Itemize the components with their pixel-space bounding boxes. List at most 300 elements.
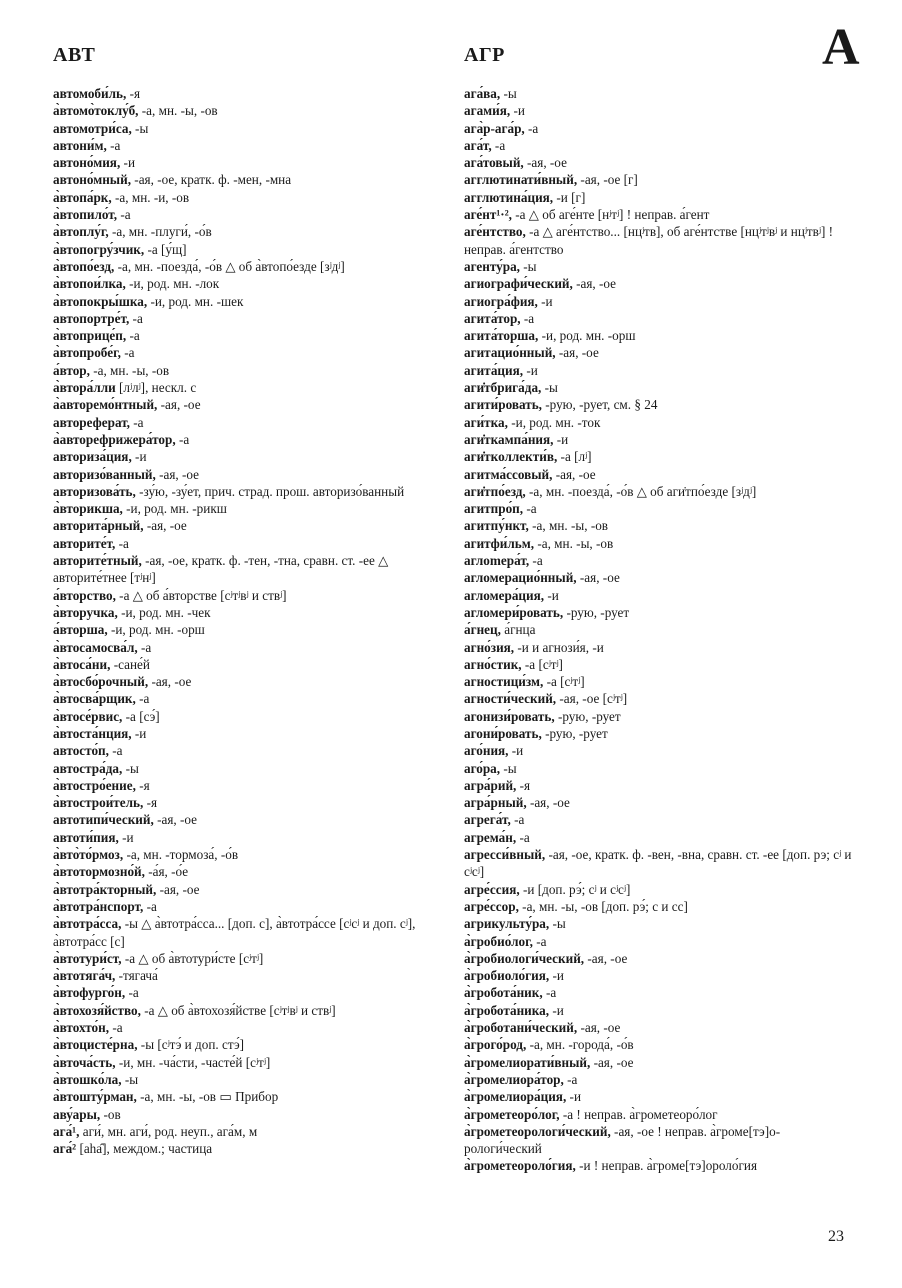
entry-grammar: -рую, -рует: [541, 725, 608, 741]
entry-headword: а̀гробиологи́ческий,: [464, 950, 585, 966]
entry-headword: а̀втотормозно́й,: [53, 864, 145, 880]
entry-headword: а̀грометеороло́гия,: [464, 1158, 576, 1174]
entry-headword: а̀втошко́ла,: [53, 1071, 122, 1087]
entry-grammar: -ая, -ое ! неправ. а̀громе[тэ]о-рологи́ческий: [464, 1123, 781, 1157]
entry-grammar: -ая, -ое: [576, 570, 620, 586]
entry-headword: аги̇ткампа́ния,: [464, 431, 554, 447]
entry-headword: а̀втомо̀токлу́б,: [53, 103, 139, 119]
dictionary-entry: [464, 1002, 856, 1019]
entry-grammar: -и: [537, 293, 553, 309]
dictionary-entry: [53, 881, 445, 898]
entry-headword: аги̇тбрига́да,: [464, 380, 542, 396]
dictionary-entry: [53, 102, 445, 119]
entry-headword: а̀грого́род,: [464, 1037, 527, 1053]
entry-grammar: -и: [508, 743, 524, 759]
dictionary-entry: [464, 1088, 856, 1105]
entry-grammar: -и, мн. -ча́сти, -часте́й [сʲтʲ]: [115, 1054, 271, 1070]
entry-headword: агресси́вный,: [464, 847, 546, 863]
entry-headword: авторизо́ванный,: [53, 466, 156, 482]
entry-headword: а̀втосва́рщик,: [53, 691, 136, 707]
entry-headword: а̀втотра́нспорт,: [53, 898, 144, 914]
entry-grammar: -а: [129, 310, 143, 326]
entry-grammar: -а: [143, 898, 157, 914]
entry-headword: агломера́ция,: [464, 587, 545, 603]
dictionary-entry: [53, 1071, 445, 1088]
entry-grammar: -ая, -ое: [156, 881, 200, 897]
entry-grammar: -а, мн. -ы, -ов: [89, 362, 170, 378]
dictionary-entry: [464, 639, 856, 656]
dictionary-entry: [53, 310, 445, 327]
entry-headword: аги́тка,: [464, 414, 508, 430]
dictionary-entry: [53, 189, 445, 206]
entry-headword: а̀втопило́т,: [53, 207, 118, 223]
entry-headword: а̀втохто́н,: [53, 1020, 110, 1036]
entry-grammar: -а [сʲтʲ]: [543, 674, 585, 690]
dictionary-entry: [464, 881, 856, 898]
dictionary-entry: [53, 950, 445, 967]
entry-headword: а̀втохозя́йство,: [53, 1002, 141, 1018]
entry-headword: автосто́п,: [53, 743, 109, 759]
dictionary-entry: [53, 448, 445, 465]
dictionary-entry: [53, 275, 445, 292]
entry-headword: а̀втоцисте́рна,: [53, 1037, 138, 1053]
dictionary-entry: [464, 258, 856, 275]
entry-grammar: -рую, -рует, см. § 24: [541, 397, 658, 413]
entry-grammar: -и: [549, 968, 564, 984]
dictionary-entry: [464, 846, 856, 881]
dictionary-entry: [53, 829, 445, 846]
dictionary-entry: [464, 898, 856, 915]
entry-grammar: -и, род. мн. -орш: [107, 622, 205, 638]
page-number: 23: [828, 1228, 844, 1245]
dictionary-entry: [53, 967, 445, 984]
entry-headword: агности́ческий,: [464, 691, 557, 707]
dictionary-entry: [464, 829, 856, 846]
entry-grammar: -ая, -ое: [572, 276, 617, 292]
entry-headword: а̀втофурго́н,: [53, 985, 126, 1001]
dictionary-entry: [464, 984, 856, 1001]
entry-grammar: -ая, -ое: [555, 345, 599, 361]
entry-headword: а̀грометеоро́лог,: [464, 1106, 560, 1122]
entry-grammar: -и: [549, 1002, 564, 1018]
entry-headword: а̀втоприце́п,: [53, 328, 127, 344]
entry-grammar: -и [г]: [553, 189, 586, 205]
entry-grammar: -а, мн. -города́, -о́в: [526, 1037, 634, 1053]
dictionary-entry: [464, 621, 856, 638]
entry-grammar: -и, род. мн. -лок: [125, 276, 220, 292]
entry-headword: а̀гробота́ника,: [464, 1002, 550, 1018]
entry-grammar: -а: [108, 743, 123, 759]
entry-grammar: -ы: [500, 86, 517, 101]
entry-grammar: -а △ об а́вторстве [сʲтʲвʲ и ствʲ]: [115, 587, 287, 603]
entry-grammar: -а: [529, 553, 543, 569]
entry-grammar: -а, мн. -ы, -ов: [528, 518, 609, 534]
left-column: [53, 85, 445, 1157]
entry-headword: автотипи́ческий,: [53, 812, 154, 828]
dictionary-entry: [53, 587, 445, 604]
entry-headword: агломерацио́нный,: [464, 570, 577, 586]
entry-headword: агенту́ра,: [464, 258, 520, 274]
entry-headword: а̀втопо́езд,: [53, 258, 115, 274]
entry-grammar: -а: [510, 812, 525, 828]
entry-grammar: -ая, -ое: [143, 518, 187, 534]
entry-headword: аге́нтство,: [464, 224, 526, 240]
entry-grammar: -а, мн. -ы, -ов ▭ Прибор: [136, 1089, 279, 1105]
dictionary-entry: [464, 933, 856, 950]
entry-headword: а̀втоплу́г,: [53, 224, 109, 240]
entry-headword: аго́ния,: [464, 743, 509, 759]
dictionary-entry: [464, 189, 856, 206]
entry-grammar: -а: [532, 933, 547, 949]
dictionary-entry: [53, 811, 445, 828]
dictionary-entry: [464, 344, 856, 361]
entry-headword: а̀втосбо́рочный,: [53, 674, 149, 690]
dictionary-entry: [464, 811, 856, 828]
entry-grammar: -а [у́щ]: [144, 241, 187, 257]
entry-headword: а̀втопа́рк,: [53, 189, 112, 205]
entry-grammar: -а, мн. -и, -ов: [111, 189, 190, 205]
entry-grammar: -и: [131, 449, 147, 465]
entry-grammar: -и [доп. рэ́; сʲ и сʲсʲ]: [519, 881, 631, 897]
dictionary-entry: [464, 1123, 856, 1158]
entry-grammar: -а: [135, 691, 150, 707]
entry-headword: аге́нт¹·²,: [464, 207, 512, 223]
dictionary-entry: [464, 448, 856, 465]
entry-headword: аго́ра,: [464, 760, 501, 776]
entry-headword: авторизова́ть,: [53, 483, 136, 499]
entry-grammar: -ы: [500, 760, 517, 776]
dictionary-entry: [464, 604, 856, 621]
dictionary-entry: [53, 327, 445, 344]
dictionary-entry: [53, 915, 445, 950]
entry-grammar: -тягача́: [115, 968, 158, 984]
entry-grammar: -а: [523, 501, 537, 517]
entry-headword: а̀втошту́рман,: [53, 1089, 137, 1105]
dictionary-entry: [53, 863, 445, 880]
entry-grammar: -а: [516, 829, 530, 845]
dictionary-entry: [464, 1054, 856, 1071]
dictionary-entry: [464, 85, 856, 102]
entry-grammar: -ая, -ое: [526, 795, 570, 811]
entry-headword: а̀втотра́кторный,: [53, 881, 157, 897]
entry-grammar: -ы: [122, 760, 139, 776]
entry-grammar: -ы: [121, 1071, 139, 1087]
entry-grammar: -и ! неправ. а̀громе[тэ]ороло́гия: [575, 1158, 758, 1174]
entry-grammar: -я: [516, 777, 531, 793]
dictionary-entry: [464, 206, 856, 223]
entry-headword: ага́ва,: [464, 86, 501, 101]
running-head-right: АГР: [464, 44, 505, 66]
entry-headword: агрега́т,: [464, 812, 511, 828]
entry-grammar: -а ! неправ. а̀грометеоро́лог: [559, 1106, 718, 1122]
dictionary-entry: [53, 898, 445, 915]
entry-grammar: -и: [131, 725, 147, 741]
entry-grammar: -рую, -рует: [563, 604, 630, 620]
entry-grammar: -ая, -ое: [552, 466, 596, 482]
entry-headword: агита́ция,: [464, 362, 524, 378]
dictionary-entry: [464, 171, 856, 188]
entry-headword: а̀гроботани́ческий,: [464, 1020, 578, 1036]
entry-grammar: -и, род. мн. -рикш: [122, 501, 227, 517]
entry-grammar: -ая, -ое: [157, 397, 201, 413]
entry-grammar: -а, мн. -поезда́, -о́в △ об аги̇тпо́езде [зʲдʲ]: [525, 483, 757, 499]
dictionary-entry: [464, 483, 856, 500]
dictionary-entry: [53, 656, 445, 673]
entry-headword: а̀втотяга́ч,: [53, 968, 116, 984]
entry-grammar: -и, род. мн. -ток: [507, 414, 601, 430]
entry-headword: автоно́мия,: [53, 155, 121, 171]
entry-grammar: -а: [129, 414, 144, 430]
dictionary-entry: [464, 950, 856, 967]
dictionary-entry: [53, 1019, 445, 1036]
entry-grammar: -ая, -ое: [590, 1054, 634, 1070]
entry-headword: агами́я,: [464, 103, 511, 119]
entry-grammar: -а △ об а̀втотури́сте [сʲтʲ]: [121, 950, 264, 966]
entry-grammar: -ая, -ое: [153, 812, 197, 828]
entry-headword: а̀вторучка,: [53, 604, 118, 620]
entry-grammar: -зу́ю, -зу́ет, прич. страд. прош. авторизо́ванный: [135, 483, 405, 499]
entry-headword: агно́зия,: [464, 639, 515, 655]
entry-grammar: -и и агнози́я, -и: [514, 639, 604, 655]
dictionary-entry: [53, 846, 445, 863]
entry-headword: а̀грометеорологи́ческий,: [464, 1123, 611, 1139]
dictionary-entry: [464, 154, 856, 171]
entry-headword: а̀втосамосва́л,: [53, 639, 138, 655]
dictionary-entry: [464, 742, 856, 759]
dictionary-entry: [464, 310, 856, 327]
entry-headword: а́втор,: [53, 362, 90, 378]
section-letter: А: [822, 19, 860, 76]
dictionary-entry: [53, 604, 445, 621]
entry-headword: ага̀р-ага́р,: [464, 120, 525, 136]
entry-headword: а̀гробота́ник,: [464, 985, 543, 1001]
entry-headword: а̀втопробе́г,: [53, 345, 121, 361]
dictionary-entry: [53, 85, 445, 102]
dictionary-entry: [53, 154, 445, 171]
entry-grammar: -а [лʲ]: [557, 449, 592, 465]
entry-headword: агити́ровать,: [464, 397, 542, 413]
running-head-left: АВТ: [53, 44, 96, 66]
entry-grammar: -ая, -ое: [155, 466, 200, 482]
entry-headword: ага́²: [53, 1141, 77, 1157]
entry-headword: агони́ровать,: [464, 725, 542, 741]
entry-grammar: -а, мн. -плуги́, -о́в: [108, 224, 212, 240]
dictionary-entry: [464, 431, 856, 448]
entry-headword: агита́торша,: [464, 328, 539, 344]
dictionary-entry: [53, 984, 445, 1001]
entry-headword: а̀втострои́тель,: [53, 795, 144, 811]
entry-grammar: -ая, -ое: [148, 674, 192, 690]
entry-headword: ага́т,: [464, 137, 492, 153]
entry-headword: автопортре́т,: [53, 310, 130, 326]
dictionary-entry: [53, 431, 445, 448]
dictionary-entry: [464, 587, 856, 604]
dictionary-entry: [464, 102, 856, 119]
entry-grammar: -а: [125, 985, 139, 1001]
entry-headword: агглютинати́вный,: [464, 172, 578, 188]
dictionary-entry: [464, 967, 856, 984]
entry-headword: а̀втора́лли: [53, 380, 116, 396]
dictionary-entry: [53, 1002, 445, 1019]
dictionary-entry: [53, 760, 445, 777]
dictionary-entry: [53, 206, 445, 223]
entry-headword: автоти́пия,: [53, 829, 119, 845]
entry-grammar: -а, мн. -ы, -ов [доп. рэ́; с и сс]: [518, 898, 688, 914]
entry-headword: агра́рий,: [464, 777, 517, 793]
entry-headword: а̀гробиоло́гия,: [464, 968, 550, 984]
entry-grammar: -ая, -ое: [523, 155, 567, 171]
dictionary-entry: [464, 466, 856, 483]
entry-headword: а̀втопогру́зчик,: [53, 241, 145, 257]
entry-grammar: -а: [137, 639, 152, 655]
entry-grammar: -я: [135, 777, 150, 793]
dictionary-entry: [464, 120, 856, 137]
entry-grammar: -а △ аге́нтство... [нцʲтв], об аге́нтстве [нцʲтʲвʲ и нцʲтвʲ] ! неправ. а́гентство: [464, 224, 834, 257]
dictionary-entry: [53, 708, 445, 725]
entry-grammar: -ы: [519, 258, 537, 274]
entry-grammar: -ая, -ое, кратк. ф. -вен, -вна, сравн. ст. -ее [доп. рэ; сʲ и сʲсʲ]: [464, 847, 852, 880]
entry-grammar: -а, мн. -ы, -ов: [534, 535, 614, 551]
dictionary-entry: [464, 137, 856, 154]
entry-headword: автоно́мный,: [53, 172, 131, 188]
dictionary-entry: [464, 379, 856, 396]
entry-grammar: -а́я, -о́е: [144, 864, 189, 880]
dictionary-entry: [53, 466, 445, 483]
entry-headword: а̀втостро́ение,: [53, 777, 136, 793]
dictionary-entry: [53, 777, 445, 794]
entry-grammar: -а [сэ́]: [122, 708, 160, 724]
entry-grammar: -ая, -ое: [577, 1020, 621, 1036]
entry-grammar: -и: [510, 103, 525, 119]
entry-headword: ага́товый,: [464, 155, 524, 171]
entry-headword: а́вторша,: [53, 622, 108, 638]
entry-grammar: -ы: [549, 916, 566, 932]
dictionary-entry: [464, 552, 856, 569]
entry-headword: автостра́да,: [53, 760, 123, 776]
entry-headword: а̀вто̀то́рмоз,: [53, 847, 124, 863]
dictionary-entry: [53, 500, 445, 517]
entry-headword: а̀гpомелиора́тор,: [464, 1071, 564, 1087]
entry-grammar: -ы: [131, 120, 149, 136]
entry-headword: агитацио́нный,: [464, 345, 556, 361]
entry-headword: агно́стик,: [464, 656, 522, 672]
entry-grammar: -а: [563, 1071, 578, 1087]
entry-grammar: -я: [126, 86, 141, 101]
dictionary-entry: [53, 396, 445, 413]
dictionary-entry: [464, 794, 856, 811]
dictionary-entry: [464, 690, 856, 707]
entry-headword: а̀втопои́лка,: [53, 276, 126, 292]
entry-headword: автореферат,: [53, 414, 130, 430]
dictionary-entry: [53, 241, 445, 258]
entry-headword: агитпу́нкт,: [464, 518, 529, 534]
entry-grammar: [аhа̑], междом.; частица: [76, 1141, 213, 1157]
entry-headword: агра́рный,: [464, 795, 527, 811]
entry-headword: автомоби́ль,: [53, 86, 127, 101]
entry-grammar: -и, род. мн. -шек: [147, 293, 244, 309]
dictionary-entry: [464, 777, 856, 794]
entry-headword: авторита́рный,: [53, 518, 144, 534]
dictionary-entry: [464, 656, 856, 673]
entry-grammar: -и: [566, 1089, 581, 1105]
entry-headword: а̀гpомелиора́ция,: [464, 1089, 567, 1105]
entry-grammar: -а △ об а̀втохозя́йстве [сʲтʲвʲ и ствʲ]: [140, 1002, 336, 1018]
entry-headword: аглomepа́т,: [464, 553, 530, 569]
entry-headword: аги̇тпо́езд,: [464, 483, 526, 499]
entry-headword: аву́ары,: [53, 1106, 101, 1122]
entry-headword: аги̇тколлекти́в,: [464, 449, 558, 465]
entry-grammar: аги́, мн. аги́, род. неуп., ага́м, м: [79, 1123, 258, 1139]
entry-grammar: -ая, -ое [г]: [577, 172, 638, 188]
dictionary-entry: [464, 1019, 856, 1036]
dictionary-entry: [53, 258, 445, 275]
dictionary-entry: [464, 535, 856, 552]
entry-headword: а̀втоста́нция,: [53, 725, 132, 741]
entry-grammar: -ая, -ое: [584, 950, 628, 966]
dictionary-entry: [53, 621, 445, 638]
entry-grammar: [лʲлʲ], нескл. с: [115, 380, 197, 396]
dictionary-entry: [464, 517, 856, 534]
entry-headword: а̀втоса́ни,: [53, 656, 111, 672]
entry-grammar: -рую, -рует: [554, 708, 621, 724]
dictionary-entry: [53, 1088, 445, 1105]
entry-headword: авториза́ция,: [53, 449, 132, 465]
dictionary-entry: [464, 293, 856, 310]
entry-grammar: -а: [120, 345, 135, 361]
dictionary-entry: [464, 275, 856, 292]
entry-headword: агитпро́п,: [464, 501, 524, 517]
dictionary-entry: [464, 1036, 856, 1053]
entry-headword: а́гнец,: [464, 622, 501, 638]
entry-headword: агглютина́ция,: [464, 189, 554, 205]
entry-headword: а̀втотури́ст,: [53, 950, 122, 966]
entry-grammar: -я: [143, 795, 158, 811]
entry-grammar: -и: [118, 829, 134, 845]
entry-grammar: -ая, -ое, кратк. ф. -мен, -мна: [131, 172, 292, 188]
entry-grammar: -а: [126, 328, 140, 344]
entry-headword: агре́ссия,: [464, 881, 520, 897]
dictionary-entry: [53, 344, 445, 361]
dictionary-entry: [53, 293, 445, 310]
dictionary-entry: [53, 517, 445, 534]
entry-headword: а́вторство,: [53, 587, 116, 603]
entry-headword: агностици́зм,: [464, 674, 544, 690]
entry-grammar: -и, род. мн. -чек: [117, 604, 211, 620]
dictionary-entry: [53, 362, 445, 379]
entry-headword: а̀вторикша,: [53, 501, 123, 517]
entry-grammar: -а △ об аге́нте [нʲтʲ] ! неправ. а́гент: [511, 207, 710, 223]
entry-headword: агитфи́льм,: [464, 535, 535, 551]
entry-headword: агитма́ссовый,: [464, 466, 553, 482]
entry-headword: автомотри́са,: [53, 120, 132, 136]
entry-grammar: -а, мн. -ы, -ов: [138, 103, 218, 119]
entry-grammar: -ов: [100, 1106, 121, 1122]
dictionary-entry: [464, 414, 856, 431]
entry-headword: агонизи́ровать,: [464, 708, 555, 724]
dictionary-entry: [53, 137, 445, 154]
entry-grammar: -сане́й: [110, 656, 150, 672]
entry-headword: ага́¹,: [53, 1123, 80, 1139]
entry-grammar: -а, мн. -тормоза́, -о́в: [123, 847, 239, 863]
dictionary-entry: [464, 327, 856, 344]
entry-grammar: -а [сʲтʲ]: [521, 656, 563, 672]
dictionary-entry: [464, 500, 856, 517]
entry-grammar: -а: [542, 985, 557, 1001]
entry-grammar: -ая, -ое [сʲтʲ]: [556, 691, 628, 707]
dictionary-entry: [53, 1054, 445, 1071]
entry-headword: агрема́н,: [464, 829, 517, 845]
dictionary-entry: [53, 120, 445, 137]
